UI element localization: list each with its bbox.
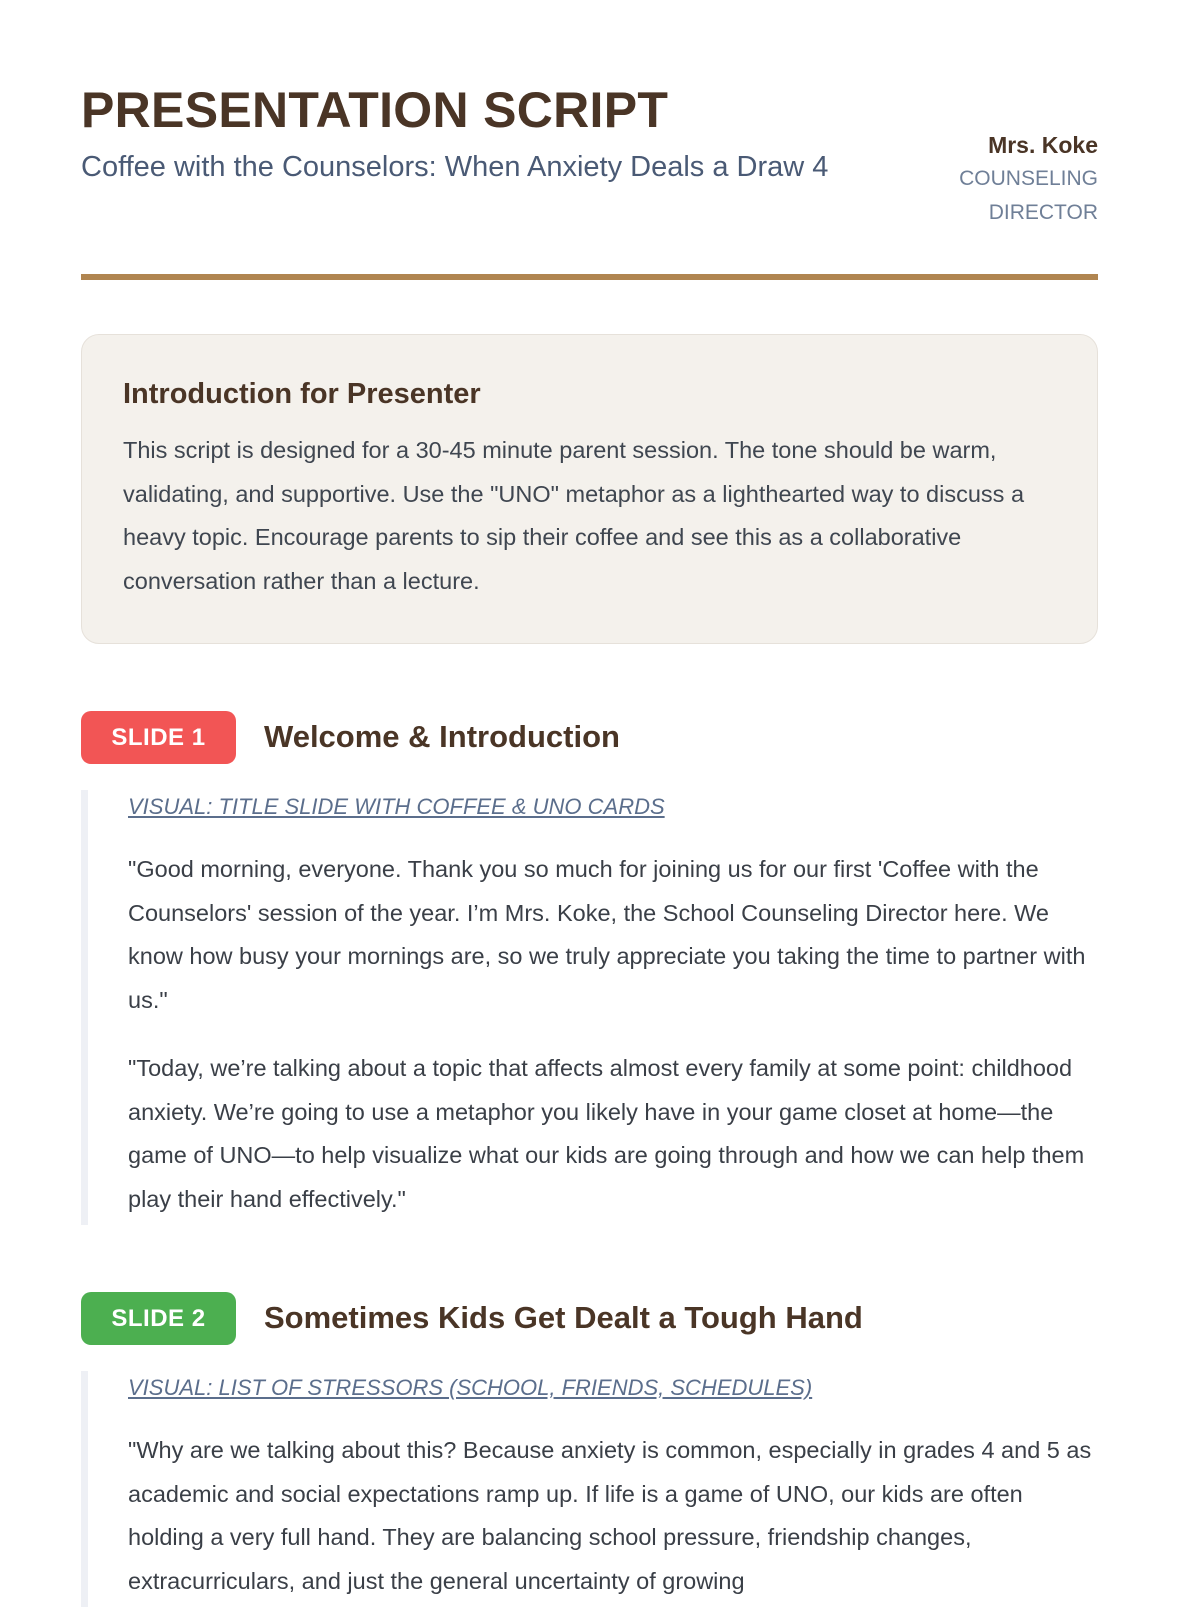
presenter-intro-box [81,334,1098,644]
document-header [81,0,1098,224]
slide-script [81,790,1098,1225]
author-block [928,128,1098,230]
page-subtitle: Coffee with the Counselors: When Anxiety Deals a Draw 4 [81,151,829,183]
slide-script [81,1371,1098,1607]
script-paragraph: "Today, we’re talking about a topic that affects almost every family at some point: childhood anxiety. We’re going to use a metaphor you likely have in your game closet at home—the game of UNO—to help visualize what our kids are going through and how we can help them play their hand effectively." [128,1055,1085,1212]
header-divider [81,274,1098,280]
script-paragraph: "Why are we talking about this? Because anxiety is common, especially in grades 4 and 5 as academic and social expectations ramp up. If life is a game of UNO, our kids are often holding a very full hand. They are balancing school pressure, friendship changes, extracurriculars, and just the general uncertainty of growing [128,1437,1092,1594]
slide-badge: SLIDE 1 [81,711,236,764]
visual-cue: VISUAL: LIST OF STRESSORS (SCHOOL, FRIENDS, SCHEDULES) [128,1375,813,1400]
slide-title: Welcome & Introduction [264,719,620,754]
author-name: Mrs. Koke [988,132,1098,158]
script-paragraph: "Good morning, everyone. Thank you so much for joining us for our first 'Coffee with the Counselors' session of the year. I’m Mrs. Koke, the School Counseling Director here. We know how busy your mornings are, so we truly appreciate you taking the time to partner with us." [128,856,1086,1013]
slide-section-2 [81,1291,1098,1607]
slide-title: Sometimes Kids Get Dealt a Tough Hand [264,1300,863,1335]
slide-badge: SLIDE 2 [81,1292,236,1345]
slide-section-1 [81,710,1098,1225]
page-title: PRESENTATION SCRIPT [81,82,669,138]
visual-cue: VISUAL: TITLE SLIDE WITH COFFEE & UNO CARDS [128,794,665,819]
intro-body: This script is designed for a 30-45 minute parent session. The tone should be warm, validating, and supportive. Use the "UNO" metaphor as a lighthearted way to discuss a heavy topic. Encourage parents to sip their coffee and see this as a collaborative conversation rather than a lecture. [123,437,1025,594]
slide-heading [81,710,1098,764]
slide-heading [81,1291,1098,1345]
author-role: COUNSELING DIRECTOR [959,167,1098,224]
intro-title: Introduction for Presenter [123,378,481,410]
